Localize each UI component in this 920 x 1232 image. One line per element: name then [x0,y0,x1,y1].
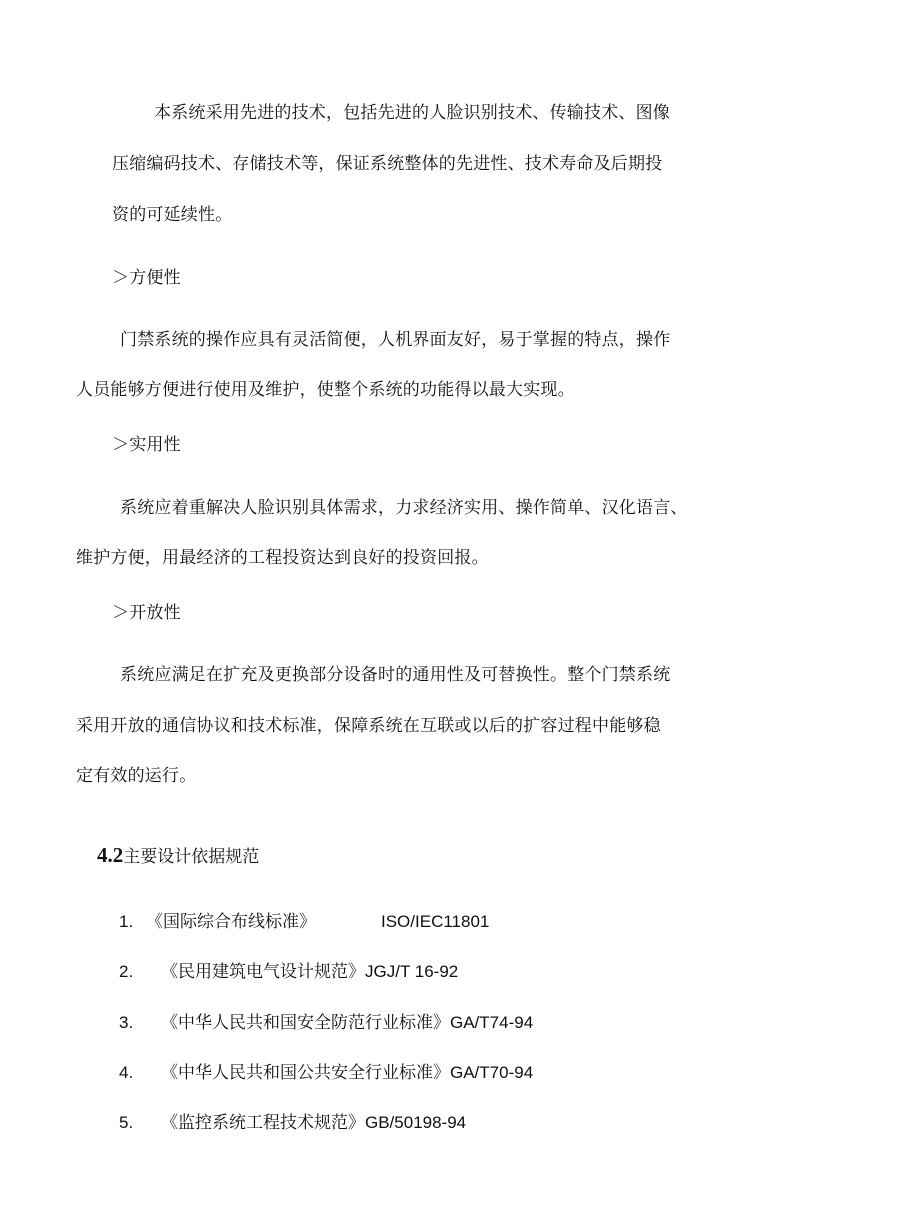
reference-title-with-code [161,960,458,984]
section-heading [97,842,259,870]
subheading-convenience: ＞方便性 [112,268,181,288]
reference-code: JGJ/T 16-92 [365,962,459,981]
reference-title-with-code [161,1011,533,1035]
section-title: 主要设计依据规范 [123,847,260,867]
reference-title-with-code [161,1061,533,1085]
subheading-practical: ＞实用性 [112,435,181,455]
reference-code: GA/T70-94 [450,1063,534,1082]
reference-title: 《中华人民共和国公共安全行业标准》 [161,1063,450,1083]
reference-title-with-code [161,1111,466,1135]
reference-index: 2. [119,962,134,981]
paragraph-4-line-3: 定有效的运行。 [76,766,197,786]
reference-index: 3. [119,1013,134,1032]
reference-code: GB/50198-94 [365,1113,467,1132]
reference-item-3 [119,1011,719,1035]
paragraph-1-line-3: 资的可延续性。 [112,205,233,225]
subheading-open: ＞开放性 [112,603,181,623]
section-number: 4.2 [97,843,124,867]
reference-title: 《国际综合布线标准》 [146,912,316,932]
reference-item-4 [119,1061,719,1085]
paragraph-4-line-2: 采用开放的通信协议和技术标准，保障系统在互联或以后的扩容过程中能够稳 [76,716,661,736]
paragraph-3-line-2: 维护方便，用最经济的工程投资达到良好的投资回报。 [76,548,489,568]
paragraph-2-line-1: 门禁系统的操作应具有灵活简便，人机界面友好，易于掌握的特点，操作 [120,330,671,350]
reference-index: 1. [119,912,134,931]
reference-code: GA/T74-94 [450,1013,534,1032]
reference-title: 《监控系统工程技术规范》 [161,1113,365,1133]
paragraph-4-line-1: 系统应满足在扩充及更换部分设备时的通用性及可替换性。整个门禁系统 [120,665,671,685]
reference-title: 《民用建筑电气设计规范》 [161,962,365,982]
paragraph-2-line-2: 人员能够方便进行使用及维护，使整个系统的功能得以最大实现。 [76,380,575,400]
reference-title: 《中华人民共和国安全防范行业标准》 [161,1013,450,1033]
reference-code: ISO/IEC11801 [381,912,490,931]
paragraph-1-line-2: 压缩编码技术、存储技术等，保证系统整体的先进性、技术寿命及后期投 [112,154,663,174]
paragraph-3-line-1: 系统应着重解决人脸识别具体需求，力求经济实用、操作简单、汉化语言、 [120,498,688,518]
reference-item-2 [119,960,719,984]
reference-item-1 [119,910,719,934]
reference-item-5 [119,1111,719,1135]
reference-index: 5. [119,1113,134,1132]
reference-index: 4. [119,1063,134,1082]
paragraph-1-line-1: 本系统采用先进的技术，包括先进的人脸识别技术、传输技术、图像 [154,103,670,123]
